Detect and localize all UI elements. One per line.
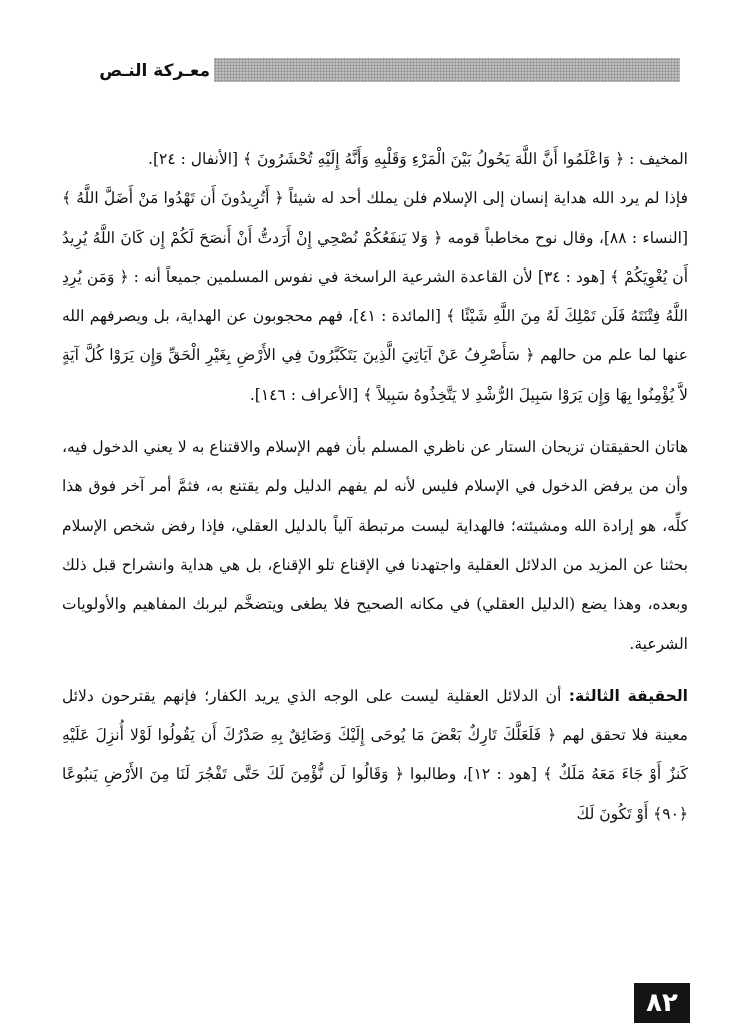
paragraph-spacer [62,415,688,428]
running-header-title: معـركة النـص [99,61,210,81]
paragraph-spacer [62,664,688,677]
header-decorative-band [214,58,680,82]
paragraph-4-lead: الحقيقة الثالثة: [568,686,688,705]
paragraph-4 [62,677,688,834]
paragraph-1-text: ﴿ وَاعْلَمُوا أَنَّ اللَّهَ يَحُولُ بَيْنَ الْمَرْءِ وَقَلْبِهِ وَأَنَّهُ إِلَيْهِ تُحْشَرُونَ ﴾ [الأنفال : ٢٤]. [148,150,625,168]
body-text [62,140,688,834]
paragraph-2: فإذا لم يرد الله هداية إنسان إلى الإسلام فلن يملك أحد له شيئاً ﴿ أَتُرِيدُونَ أَن تَهْدُوا مَنْ أَضَلَّ اللَّهُ ﴾ [النساء : ٨٨]، وقال نوح مخاطباً قومه ﴿ وَلا يَنفَعُكُمْ نُصْحِي إِنْ أَرَدتُّ أَنْ أَنصَحَ لَكُمْ إِن كَانَ اللَّهُ يُرِيدُ أَن يُغْوِيَكُمْ ﴾ [هود : ٣٤] لأن القاعدة الشرعية الراسخة في نفوس المسلمين جميعاً أنه : ﴿ وَمَن يُرِدِ اللَّهُ فِتْنَتَهُ فَلَن تَمْلِكَ لَهُ مِنَ اللَّهِ شَيْئًا ﴾ [المائدة : ٤١]، فهم محجوبون عن الهداية، بل ويصرفهم الله عنها لما علم من حالهم ﴿ سَأَصْرِفُ عَنْ آيَاتِيَ الَّذِينَ يَتَكَبَّرُونَ فِي الأَرْضِ بِغَيْرِ الْحَقِّ وَإِن يَرَوْا كُلَّ آيَةٍ لاَّ يُؤْمِنُوا بِهَا وَإِن يَرَوْا سَبِيلَ الرُّشْدِ لا يَتَّخِذُوهُ سَبِيلاً ﴾ [الأعراف : ١٤٦]. [62,189,688,404]
paragraph-1-lead: المخيف : [629,150,688,168]
paragraph-4-text: أن الدلائل العقلية ليست على الوجه الذي يريد الكفار؛ فإنهم يقترحون دلائل معينة فلا تحقق لهم ﴿ فَلَعَلَّكَ تَارِكٌ بَعْضَ مَا يُوحَى إِلَيْكَ وَضَائِقٌ بِهِ صَدْرُكَ أَن يَقُولُوا لَوْلا أُنزِلَ عَلَيْهِ كَنزٌ أَوْ جَاءَ مَعَهُ مَلَكٌ ﴾ [هود : ١٢]، وطالبوا ﴿ وَقَالُوا لَن نُّؤْمِنَ لَكَ حَتَّى تَفْجُرَ لَنَا مِنَ الأَرْضِ يَنبُوعًا ﴿٩٠﴾ أَوْ تَكُونَ لَكَ [62,686,688,823]
page-number: ٨٢ [634,983,690,1023]
paragraph-3: هاتان الحقيقتان تزيحان الستار عن ناظري المسلم بأن فهم الإسلام والاقتناع به لا يعني الدخول فيه، وأن من يرفض الدخول في الإسلام فليس لأنه لم يفهم الدليل ولم يقتنع به، فثمَّ أمر آخر فوق هذا كلِّه، هو إرادة الله ومشيئته؛ فالهداية ليست مرتبطة آلياً بالدليل العقلي، فإذا رفض شخص الإسلام بحثنا عن المزيد من الدلائل العقلية واجتهدنا في الإقناع تلو الإقناع، بل هي هداية وانشراح قبل ذلك وبعده، وهذا يضع (الدليل العقلي) في مكانه الصحيح فلا يطغى ويتضخَّم ليربك المفاهيم والأولويات الشرعية. [62,438,688,653]
paragraph-1 [62,140,688,179]
